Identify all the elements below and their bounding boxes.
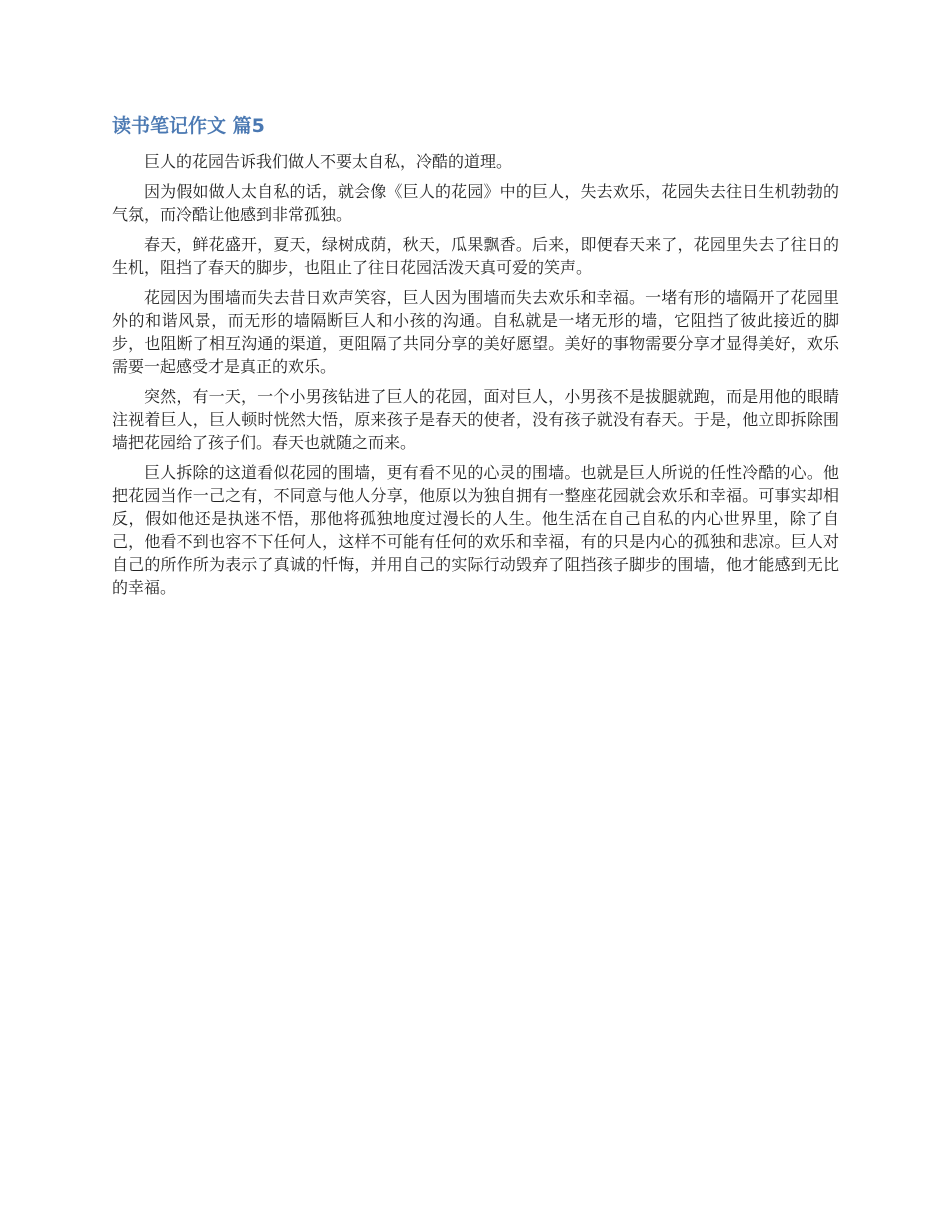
paragraph-5: 突然，有一天，一个小男孩钻进了巨人的花园，面对巨人，小男孩不是拔腿就跑，而是用他的眼睛注视着巨人，巨人顿时恍然大悟，原来孩子是春天的使者，没有孩子就没有春天。于是，他立即拆除围墙把花园给了孩子们。春天也就随之而来。 (112, 387, 839, 452)
document-content (112, 112, 839, 606)
paragraph-2: 因为假如做人太自私的话，就会像《巨人的花园》中的巨人，失去欢乐，花园失去往日生机勃勃的气氛，而冷酷让他感到非常孤独。 (112, 182, 839, 224)
document-title: 读书笔记作文 篇5 (112, 115, 265, 137)
paragraph-3: 春天，鲜花盛开，夏天，绿树成荫，秋天，瓜果飘香。后来，即便春天来了，花园里失去了往日的生机，阻挡了春天的脚步，也阻止了往日花园活泼天真可爱的笑声。 (112, 235, 839, 277)
paragraph-6: 巨人拆除的这道看似花园的围墙，更有看不见的心灵的围墙。也就是巨人所说的任性冷酷的心。他把花园当作一己之有，不同意与他人分享，他原以为独自拥有一整座花园就会欢乐和幸福。可事实却相反，假如他还是执迷不悟，那他将孤独地度过漫长的人生。他生活在自己自私的内心世界里，除了自己，他看不到也容不下任何人，这样不可能有任何的欢乐和幸福，有的只是内心的孤独和悲凉。巨人对自己的所作所为表示了真诚的忏悔，并用自己的实际行动毁弃了阻挡孩子脚步的围墙，他才能感到无比的幸福。 (112, 463, 839, 597)
paragraph-4: 花园因为围墙而失去昔日欢声笑容，巨人因为围墙而失去欢乐和幸福。一堵有形的墙隔开了花园里外的和谐风景，而无形的墙隔断巨人和小孩的沟通。自私就是一堵无形的墙，它阻挡了彼此接近的脚步，也阻断了相互沟通的渠道，更阻隔了共同分享的美好愿望。美好的事物需要分享才显得美好，欢乐需要一起感受才是真正的欢乐。 (112, 288, 839, 376)
paragraph-1: 巨人的花园告诉我们做人不要太自私，冷酷的道理。 (144, 152, 513, 171)
